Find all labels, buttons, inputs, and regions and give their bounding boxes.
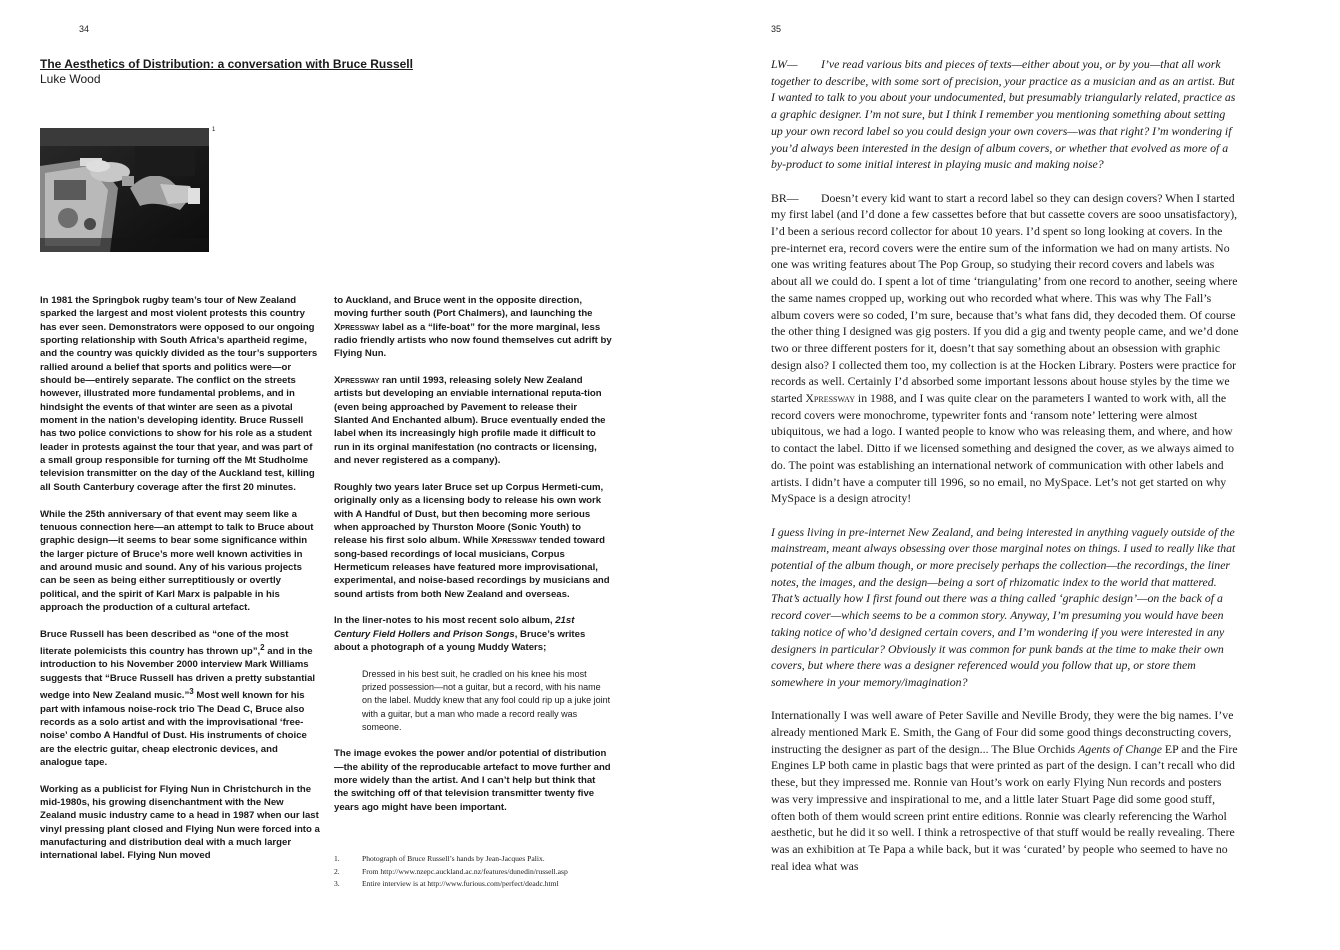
- speaker-label: BR—: [771, 190, 799, 205]
- left-column: [40, 294, 320, 876]
- answer: Internationally I was well aware of Peter Saville and Neville Brody, they were the big names. I’ve already mentioned Mark E. Smith, the Gang of Four did some good things deconstructing covers, instructing the designer as part of the design... The Blue Orchids Agents of Change EP and the Fire Engines LP both came in plastic bags that were printed as part of the design. I can’t recall who did these, but they impressed me. Ronnie van Hout’s work on early Flying Nun records and posters was very impressive and inspirational to me, and a little later Stuart Page did some good stuff, often both of them would screen print entire editions. Ronnie was clearly referencing the Warhol aesthetic, but he did it so well. I think a retrospective of that stuff would be really revealing. There was an exhibition at Te Papa a while back, but it was ‘curated’ by people who seemed to have no real idea what was: [771, 708, 1238, 873]
- footnote-ref: 2: [260, 642, 265, 652]
- footnote: 1. Photograph of Bruce Russell’s hands by Jean-Jacques Palix.: [334, 854, 545, 863]
- footnotes: [334, 853, 568, 891]
- paragraph: Working as a publicist for Flying Nun in Christchurch in the mid-1980s, his growing disenchantment with the New Zealand music industry came to a head in 1987 when our last vinyl pressing plant closed and Flying Nun were forced into a manufacturing and distribution deal with a much larger international label. Flying Nun moved: [40, 783, 320, 862]
- article-author: Luke Wood: [40, 72, 101, 86]
- paragraph: Xpressway ran until 1993, releasing solely New Zealand artists but developing an enviable international reputa-tion (even being approached by Pavement to release their Slanted And Enchanted album). Bruce eventually ended the label when its increasingly high profile made it difficult to run in its orginal manifestation (no contracts or licensing, and never registered as a company).: [334, 375, 606, 467]
- hands-on-electronics-photo: [40, 128, 209, 252]
- article-title: The Aesthetics of Distribution: a conversation with Bruce Russell: [40, 57, 413, 71]
- paragraph: Roughly two years later Bruce set up Corpus Hermeti-cum, originally only as a licensing body to release his own work with A Handful of Dust, but then becoming more serious when approached by Thurston Moore (Sonic Youth) to release his first solo album. While Xpressway tended toward song-based recordings of local musicians, Corpus Hermeticum releases have featured more improvisational, experimental, and noise-based recordings by musicians and sound artists from both New Zealand and overseas.: [334, 481, 610, 600]
- paragraph: While the 25th anniversary of that event may seem like a tenuous connection here—an attempt to talk to Bruce about graphic design—it seems to bear some significance within the larger picture of Bruce’s more well known activities in and around music and sound. Any of his various projects can be seen as being either surreptitiously or overtly political, and the spirit of Karl Marx is palpable in his approach the production of a cultural artefact.: [40, 508, 314, 613]
- footnote: 3. Entire interview is at http://www.furious.com/perfect/deadc.html: [334, 879, 559, 888]
- answer-br: BR— Doesn’t every kid want to start a record label so they can design covers? When I started my first label (and I’d done a few cassettes before that but cassette covers are sooo unsatisfactory), I’d been a serious record collector for about 10 years. I’d spent so long looking at covers. In the pre-internet era, record covers were the entire sum of the information we had on many artists. No one was writing features about The Pop Group, so studying their record covers and labels was about all we could do. I spent a lot of time ‘triangulating’ from one record to another, seeing where the same names cropped up, working out who recorded what where. This was why The Fall’s album covers were so coded, I’m sure, because that’s what fans did, they decoded them. Of course the other thing I designed was gig posters. If you did a gig and twenty people came, and we’d done two or three different posters for it, doesn’t that say something about an obsession with graphic design also? I collected them too, my collection is at the Hocken Library. Posters were practice for records as well. Certainly I’d absorbed some important lessons about house styles by the time we started Xpressway in 1988, and I was quite clear on the parameters I wanted to work with, all the record covers were monochrome, typewriter fonts and ‘ransom note’ lettering were almost ubiquitous, we had a logo. I wanted people to know who was releasing them, and where, and how to contact the label. Ditto if we licensed something and designed the cover, as we always aimed to do. The point was establishing an international network of communication with other labels and artists. I didn’t have a computer till 1996, so no email, no MySpace. Let’s not get started on why MySpace is a design atrocity!: [771, 190, 1239, 506]
- question-lw: LW— I’ve read various bits and pieces of texts—either about you, or by you—that all work together to describe, with some sort of precision, your practice as a musician and as an artist. But I wanted to talk to you about your undocumented, but presumably triangularly related, practice as a graphic designer. I’m not sure, but I think I remember you mentioning something about setting up your own record label so you could design your own covers—was that right? I’m wondering if you’d always been interested in the design of album covers, or whether that evolved as more of a by-product to some initial interest in playing music and making noise?: [771, 57, 1236, 172]
- paragraph: to Auckland, and Bruce went in the opposite direction, moving further south (Port Chalmers), and launching the Xpressway label as a “life-boat” for the more marginal, less radio friendly artists who now found themselves cut adrift by Flying Nun.: [334, 295, 612, 360]
- paragraph: The image evokes the power and/or potential of distribution—the ability of the reproducable artefact to move further and more widely than the artist. And I can’t help but think that the switching off of that television transmitter twenty five years ago might have been important.: [334, 748, 611, 813]
- block-quote: Dressed in his best suit, he cradled on his knee his most prized possession—not a guitar, but a record, with his name on the label. Muddy knew that any fool could rip up a juke joint with a guitar, but a man who made a record really was someone.: [362, 668, 611, 732]
- page-number-left: 34: [79, 24, 90, 34]
- page-number-right: 35: [771, 24, 782, 34]
- footnote-ref: 3: [189, 687, 194, 697]
- paragraph: Bruce Russell has been described as “one of the most literate polemicists this country has thrown up”,$^2$ and in the introduction to his November 2000 interview Mark Williams suggests that “Bruce Russell has driven a pretty substantial wedge into New Zealand music.”$^3$ Most well known for his part with infamous noise-rock trio The Dead C, Bruce also records as a solo artist and with the improvisational ‘free-noise’ combo A Handful of Dust. His instruments of choice are the electric guitar, cheap electronic devices, and analogue tape.: [40, 628, 316, 769]
- speaker-label: LW—: [771, 57, 798, 71]
- middle-column: [334, 294, 612, 828]
- footnote: 2. From http://www.nzepc.auckland.ac.nz/features/dunedin/russell.asp: [334, 866, 568, 876]
- question: I guess living in pre-internet New Zealand, and being interested in anything vaguely outside of the mainstream, meant always obsessing over those marginal notes on things. I used to really like that potential of the album though, or more precisely perhaps the collection—the recordings, the liner notes, the images, and the design—being a sort of rhizomatic index to the world that mattered. That’s actually how I first found out there was a thing called ‘graphic design’—on the back of a record cover—which seems to be a common story. Anyway, I’m presuming you would have been taking notice of who’d designed certain covers, and I’m wondering if you were interested in any designers in particular? Obviously it was common for punk bands at the time to make their own covers, but where there was a designer referenced would you follow that up, or store them somewhere in your memory/imagination?: [771, 524, 1236, 689]
- figure-marker: 1: [212, 127, 216, 133]
- paragraph: In 1981 the Springbok rugby team’s tour of New Zealand sparked the largest and most violent protests this country has ever seen. Demonstrators were opposed to our ongoing sporting relationship with South Africa’s apartheid regime, and the country was quickly divided as the tour’s supporters rallied around a belief that sports and politics were—or should be—entirely separate. The conflict on the streets however, illustrated more fundamental problems, and in hindsight the events of that winter are seen as a pivotal moment in the nation’s developing identity. Bruce Russell has two police convictions to show for his role as a student leader in protests against the tour that year, and was part of a small group responsible for turning off the Mt Studholme television transmitter on the day of the Auckland test, killing all South Canterbury coverage after the first 20 minutes.: [40, 295, 318, 493]
- paragraph: In the liner-notes to his most recent solo album, 21st Century Field Hollers and Prison Songs, Bruce’s writes about a photograph of a young Muddy Waters;: [334, 615, 586, 653]
- interview-text: [771, 56, 1239, 891]
